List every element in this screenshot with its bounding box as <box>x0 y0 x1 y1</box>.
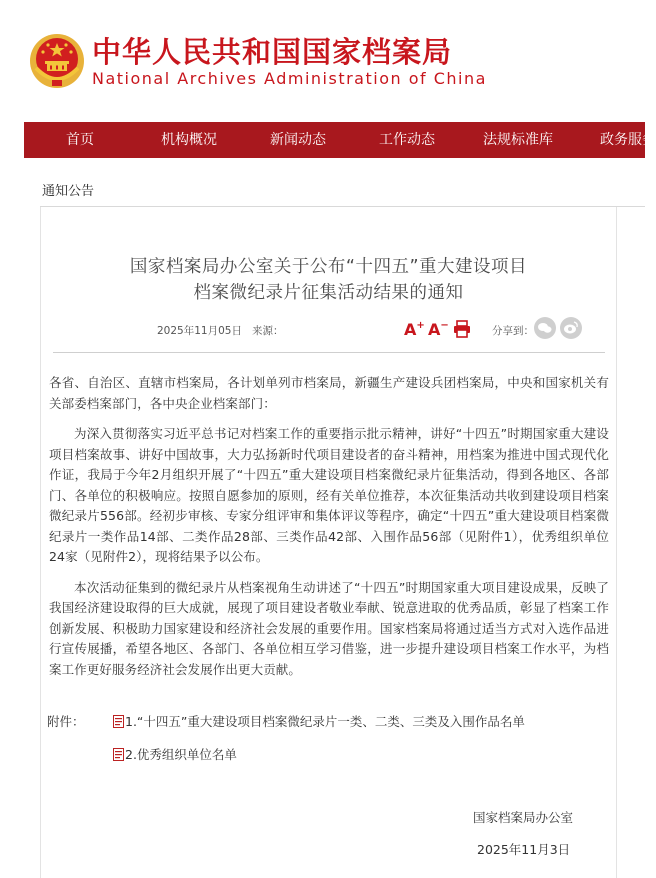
article <box>40 207 617 878</box>
nav-item-home[interactable]: 首页 <box>66 132 94 148</box>
article-title-line1: 国家档案局办公室关于公布“十四五”重大建设项目 <box>129 257 528 277</box>
pdf-icon <box>113 715 124 728</box>
attachment-link-2[interactable] <box>113 745 237 763</box>
font-increase-button[interactable]: A+ <box>404 320 425 339</box>
nav-item-work[interactable]: 工作动态 <box>379 132 435 148</box>
weibo-icon[interactable] <box>560 317 582 339</box>
source-label: 来源： <box>251 325 284 337</box>
site-title[interactable]: 中华人民共和国国家档案局 <box>92 35 453 69</box>
article-title-line2: 档案微纪录片征集活动结果的通知 <box>193 283 464 303</box>
font-increase-label: A <box>404 320 417 339</box>
font-decrease-button[interactable]: A− <box>428 320 449 339</box>
article-title <box>41 254 616 306</box>
attachment-link-1[interactable] <box>113 712 525 730</box>
nav-item-regulations[interactable]: 法规标准库 <box>483 132 553 148</box>
salutation-paragraph: 各省、自治区、直辖市档案局，各计划单列市档案局，新疆生产建设兵团档案局，中央和国家机关有关部委档案部门，各中央企业档案部门： <box>49 375 609 411</box>
attachments-label: 附件： <box>47 714 85 729</box>
share-label: 分享到： <box>492 325 534 337</box>
publish-date: 2025年11月05日 <box>157 325 242 337</box>
article-body <box>49 373 609 690</box>
font-decrease-label: A <box>428 320 441 339</box>
article-meta <box>157 323 283 338</box>
site-header <box>0 0 645 122</box>
nav-item-services[interactable]: 政务服务 <box>600 132 656 148</box>
meta-divider <box>53 352 605 353</box>
breadcrumb-notices[interactable]: 通知公告 <box>42 184 95 199</box>
attachment-2-label: 2.优秀组织单位名单 <box>125 747 237 762</box>
breadcrumb <box>40 174 645 207</box>
wechat-icon[interactable] <box>534 317 556 339</box>
site-subtitle[interactable]: National Archives Administration of China <box>92 69 487 88</box>
signature: 国家档案局办公室 <box>473 810 574 825</box>
body-paragraph-2: 本次活动征集到的微纪录片从档案视角生动讲述了“十四五”时期国家重大项目建设成果，反映了我国经济建设取得的巨大成就，展现了项目建设者敬业奉献、锐意进取的优秀品质，彰显了档案工作创新发展、积极助力国家建设和经济社会发展的重要作用。国家档案局将通过适当方式对入选作品进行宣传展播，希望各地区、各部门、各单位相互学习借鉴，进一步提升建设项目档案工作水平，为档案工作更好服务经济社会发展作出更大贡献。 <box>49 579 609 677</box>
attachment-1-label: 1.“十四五”重大建设项目档案微纪录片一类、二类、三类及入围作品名单 <box>125 714 525 729</box>
national-emblem-icon[interactable] <box>28 32 86 90</box>
pdf-icon <box>113 748 124 761</box>
main-nav <box>24 122 656 158</box>
print-icon[interactable] <box>453 320 471 338</box>
nav-item-about[interactable]: 机构概况 <box>161 132 217 148</box>
sign-date: 2025年11月3日 <box>477 842 571 857</box>
nav-item-news[interactable]: 新闻动态 <box>270 132 326 148</box>
body-paragraph-1: 为深入贯彻落实习近平总书记对档案工作的重要指示批示精神，讲好“十四五”时期国家重大建设项目档案故事、讲好中国故事，大力弘扬新时代项目建设者的奋斗精神，用档案为推进中国式现代化作证，我局于今年2月组织开展了“十四五”重大建设项目档案微纪录片征集活动，得到各地区、各部门、各单位的积极响应。按照自愿参加的原则，经有关单位推荐，本次征集活动共收到建设项目档案微纪录片556部。经初步审核、专家分组评审和集体评议等程序，确定“十四五”重大建设项目档案微纪录片一类作品14部、二类作品28部、三类作品42部、入围作品56部（见附件1），优秀组织单位24家（见附件2），现将结果予以公布。 <box>49 426 609 564</box>
